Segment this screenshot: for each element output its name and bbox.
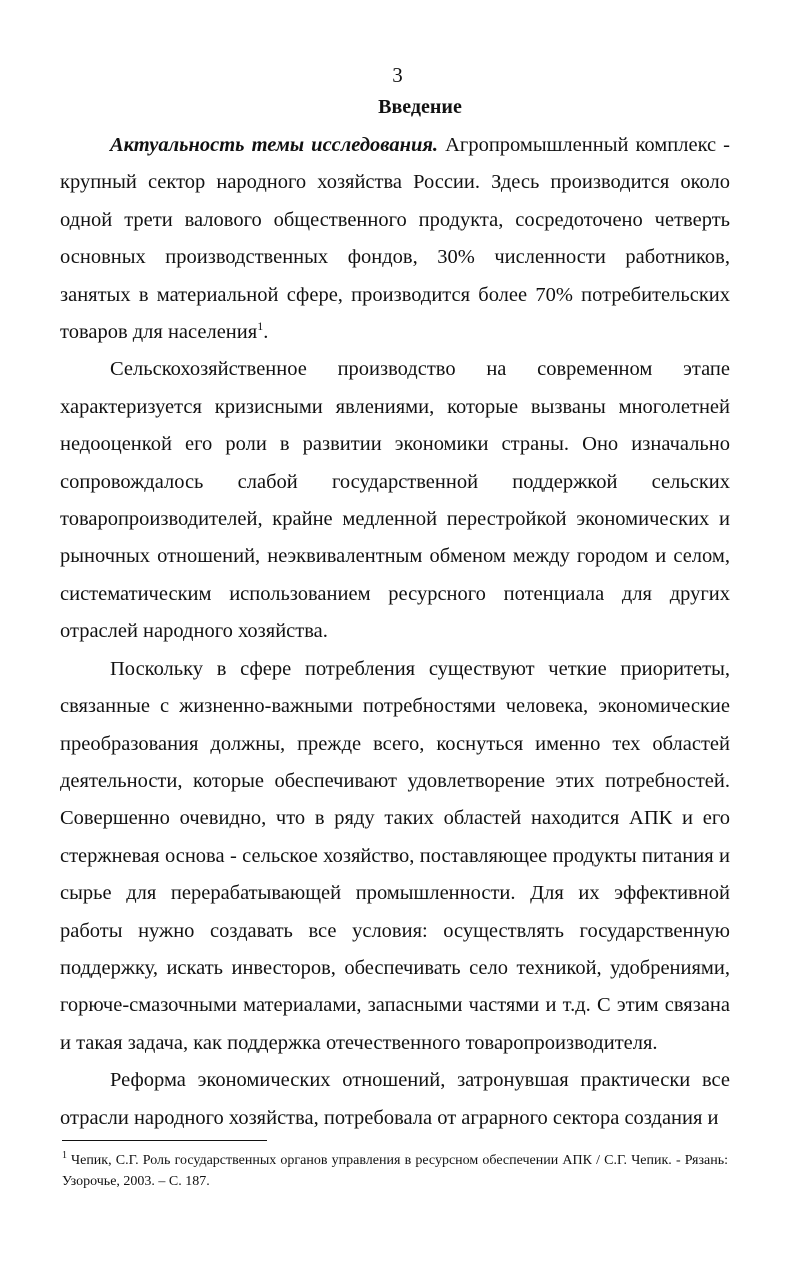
relevance-heading: Актуальность темы исследования. — [110, 134, 439, 156]
footnote-text: Чепик, С.Г. Роль государственных органов управления в ресурсном обеспечении АПК / С.Г. Чепик. - Рязань: Узорочье, 2003. – С. 187. — [62, 1153, 728, 1189]
section-title: Введение — [378, 96, 462, 118]
paragraph-1-end: . — [263, 321, 269, 344]
page-number: 3 — [392, 63, 403, 87]
paragraph-1-text: Агропромышленный комплекс - крупный сектор народного хозяйства России. Здесь производится около одной трети валового общественного продукта, сосредоточено четверть основных производственных фондов, 30% численности работников, занятых в материальной сфере, производится более 70% потребительских товаров для населения — [60, 134, 731, 344]
footnote-divider — [62, 1140, 267, 1141]
body-text — [60, 127, 730, 1137]
footnote-number: 1 — [62, 1150, 67, 1162]
paragraph-2: Сельскохозяйственное производство на современном этапе характеризуется кризисными явлениями, которые вызваны многолетней недооценкой его роли в развитии экономики страны. Оно изначально сопровождалось слабой государственной поддержкой сельских товаропроизводителей, крайне медленной перестройкой экономических и рыночных отношений, неэквивалентным обменом между городом и селом, систематическим использованием ресурсного потенциала для других отраслей народного хозяйства. — [60, 358, 730, 643]
footnote — [62, 1150, 728, 1192]
paragraph-4: Реформа экономических отношений, затронувшая практически все отрасли народного хозяйства, потребовала от аграрного сектора создания и — [60, 1069, 730, 1129]
paragraph-3: Поскольку в сфере потребления существуют четкие приоритеты, связанные с жизненно-важными потребностями человека, экономические преобразования должны, прежде всего, коснуться именно тех областей деятельности, которые обеспечивают удовлетворение этих потребностей. Совершенно очевидно, что в ряду таких областей находится АПК и его стержневая основа - сельское хозяйство, поставляющее продукты питания и сырье для перерабатывающей промышленности. Для их эффективной работы нужно создавать все условия: осуществлять государственную поддержку, искать инвесторов, обеспечивать село техникой, удобрениями, горюче-смазочными материалами, запасными частями и т.д. С этим связана и такая задача, как поддержка отечественного товаропроизводителя. — [60, 657, 730, 1054]
paragraph-relevance — [60, 127, 730, 351]
footnote-reference[interactable]: 1 — [257, 319, 264, 334]
